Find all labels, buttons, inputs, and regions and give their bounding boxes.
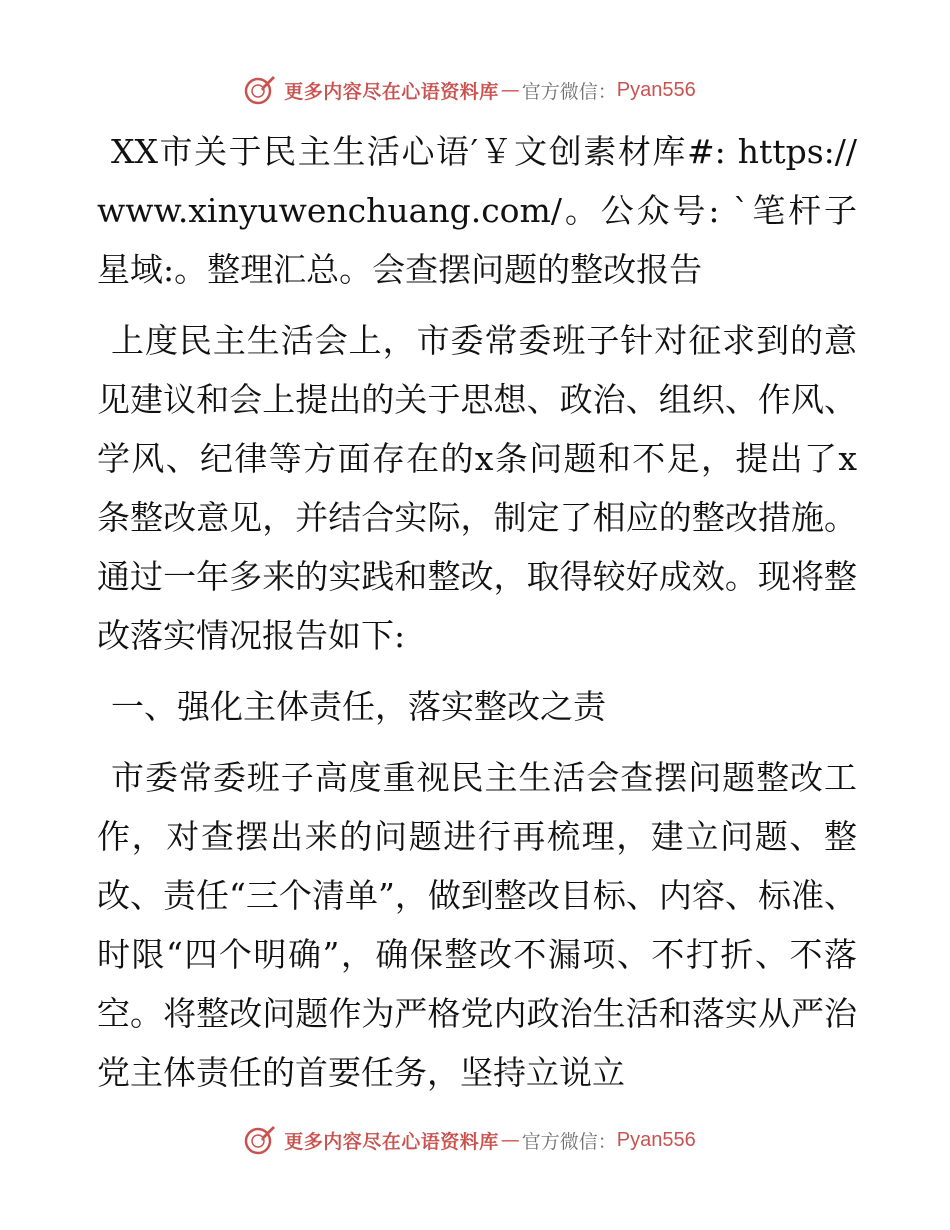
- watermark-wechat-id: Pyan556: [616, 1128, 696, 1151]
- header-watermark-text: [284, 77, 696, 104]
- watermark-wechat-id: Pyan556: [616, 78, 696, 101]
- body-paragraph-section-one: 市委常委班子高度重视民主生活会查摆问题整改工作，对查摆出来的问题进行再梳理，建立问题、整改、责任“三个清单”，做到整改目标、内容、标准、时限“四个明确”，确保整改不漏项、不打折、不落空。将整改问题作为严格党内政治生活和落实从严治党主体责任的首要任务，坚持立说立: [97, 758, 857, 1092]
- pen-logo-icon: [244, 1124, 276, 1156]
- watermark-site-name: 更多内容尽在心语资料库: [284, 80, 499, 103]
- footer-watermark-inner: [244, 1124, 696, 1156]
- header-watermark-inner: [244, 74, 696, 106]
- watermark-wechat-label: 官方微信：: [521, 1130, 617, 1153]
- header-watermark: [0, 70, 950, 110]
- pen-logo-icon: [244, 74, 276, 106]
- document-body: [97, 122, 857, 1114]
- section-heading-one: 一、强化主体责任，落实整改之责: [111, 687, 606, 726]
- watermark-site-name: 更多内容尽在心语资料库: [284, 1130, 499, 1153]
- document-title-paragraph: XX市关于民主生活心语′￥文创素材库#: https://www.xinyuwenchuang.com/。公众号: `笔杆子星域:。整理汇总。会查摆问题的整改报告: [97, 132, 857, 289]
- watermark-wechat-label: 官方微信：: [521, 80, 617, 103]
- footer-watermark-text: [284, 1127, 696, 1154]
- watermark-dash: —: [500, 1129, 520, 1151]
- footer-watermark: [0, 1120, 950, 1160]
- watermark-dash: —: [500, 79, 520, 101]
- body-paragraph-intro: 上度民主生活会上，市委常委班子针对征求到的意见建议和会上提出的关于思想、政治、组织、作风、学风、纪律等方面存在的x条问题和不足，提出了x条整改意见，并结合实际，制定了相应的整改措施。通过一年多来的实践和整改，取得较好成效。现将整改落实情况报告如下:: [97, 321, 857, 655]
